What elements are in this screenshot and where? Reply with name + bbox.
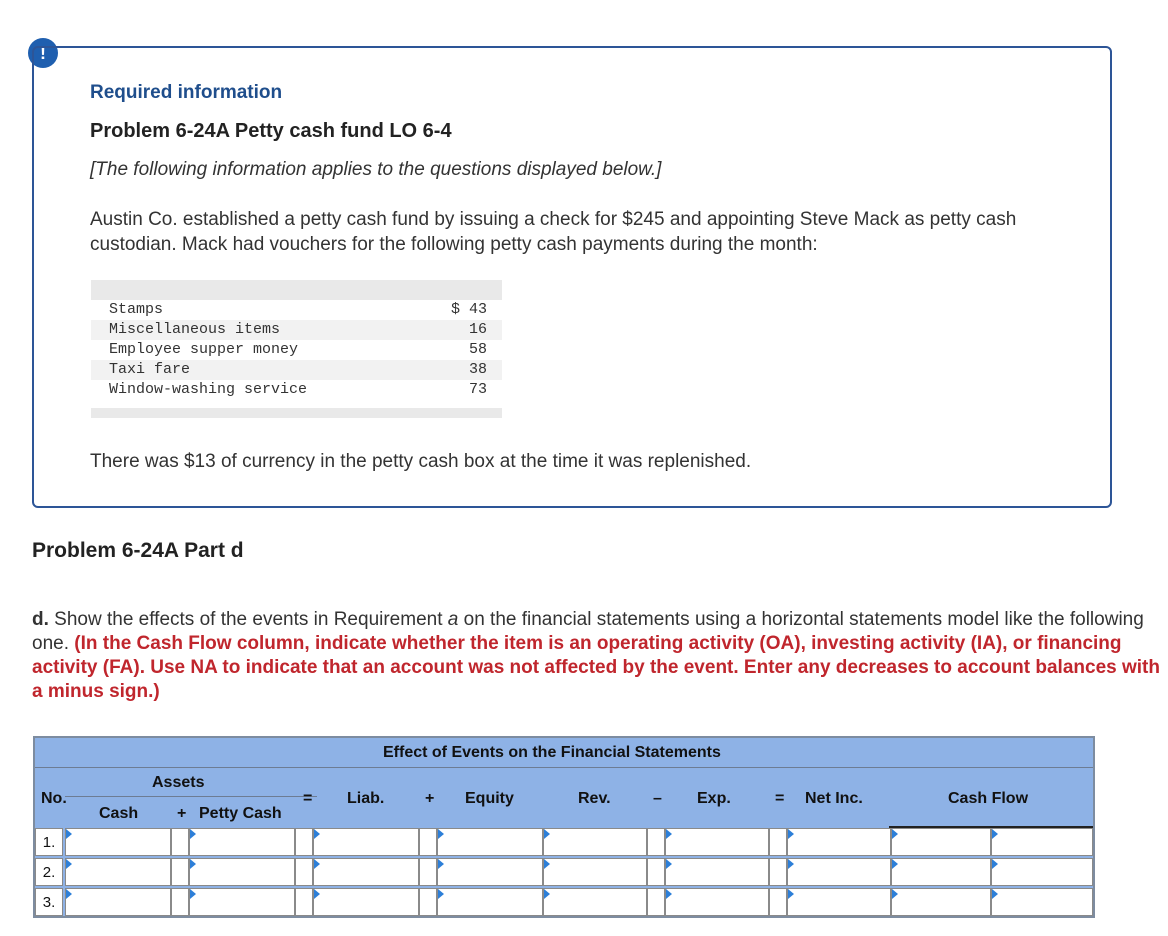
rev-input[interactable] — [543, 888, 647, 916]
instructions — [32, 608, 1162, 704]
table-title: Effect of Events on the Financial Statements — [383, 744, 721, 761]
rev-input[interactable] — [543, 858, 647, 886]
cash-flow-amount-input[interactable] — [891, 888, 991, 916]
instruction-body: Show the effects of the events in Requirement — [48, 609, 448, 630]
liab-input[interactable] — [313, 828, 419, 856]
petty-cash-input[interactable] — [189, 828, 295, 856]
exp-header: Exp. — [697, 790, 731, 807]
voucher-label: Window-washing service — [109, 381, 308, 398]
alert-icon: ! — [28, 38, 58, 68]
voucher-label: Taxi fare — [109, 361, 191, 378]
cash-input[interactable] — [65, 888, 171, 916]
instruction-lead: d. — [32, 609, 49, 630]
net-income-header: Net Inc. — [805, 790, 863, 807]
equals-sign: = — [775, 790, 785, 807]
liab-input[interactable] — [313, 858, 419, 886]
voucher-amount: 38 — [468, 361, 487, 378]
operator-cell — [769, 858, 787, 886]
operator-cell — [295, 828, 313, 856]
required-info-box — [32, 46, 1112, 508]
cash-flow-activity-input[interactable] — [991, 858, 1093, 886]
instruction-mid: on the financial statements using a horizontal statements model like the following one. — [32, 609, 1144, 654]
cash-input[interactable] — [65, 828, 171, 856]
operator-cell — [295, 858, 313, 886]
row-number: 1. — [35, 828, 63, 856]
voucher-row — [91, 380, 502, 400]
instruction-a: a — [447, 609, 459, 630]
equity-input[interactable] — [437, 828, 543, 856]
operator-cell — [647, 858, 665, 886]
assets-header: Assets — [152, 774, 205, 791]
operator-cell — [171, 828, 189, 856]
net-income-input[interactable] — [787, 888, 891, 916]
operator-cell — [769, 888, 787, 916]
equity-header: Equity — [465, 790, 514, 807]
voucher-row — [91, 340, 502, 360]
operator-cell — [647, 888, 665, 916]
voucher-amount: 16 — [468, 321, 487, 338]
plus-sign: + — [425, 790, 435, 807]
net-income-input[interactable] — [787, 858, 891, 886]
equals-sign: = — [303, 790, 313, 807]
net-income-input[interactable] — [787, 828, 891, 856]
operator-cell — [419, 888, 437, 916]
problem-title: Problem 6-24A Petty cash fund LO 6-4 — [90, 120, 452, 142]
voucher-row — [91, 300, 502, 320]
currency-note: There was $13 of currency in the petty cash box at the time it was replenished. — [90, 451, 752, 472]
exp-input[interactable] — [665, 828, 769, 856]
exp-input[interactable] — [665, 858, 769, 886]
applies-note: [The following information applies to the questions displayed below.] — [90, 159, 662, 180]
part-title: Problem 6-24A Part d — [32, 539, 244, 562]
petty-cash-header: Petty Cash — [199, 805, 282, 822]
cash-header: Cash — [99, 805, 139, 822]
operator-cell — [171, 888, 189, 916]
equity-input[interactable] — [437, 888, 543, 916]
voucher-label: Miscellaneous items — [109, 321, 281, 338]
cash-flow-activity-input[interactable] — [991, 888, 1093, 916]
statements-model-table — [33, 736, 1095, 918]
voucher-label: Employee supper money — [109, 341, 299, 358]
rev-input[interactable] — [543, 828, 647, 856]
instruction-red: (In the Cash Flow column, indicate whether the item is an operating activity (OA), investing activity (IA), or financing activity (FA). Use NA to indicate that an account was not affected by the event. Enter any decreases to account balances with a minus sign.) — [32, 633, 1160, 702]
petty-cash-input[interactable] — [189, 858, 295, 886]
cash-input[interactable] — [65, 858, 171, 886]
voucher-amount: 73 — [468, 381, 487, 398]
voucher-row — [91, 320, 502, 340]
liab-header: Liab. — [347, 790, 385, 807]
voucher-amount: 58 — [468, 341, 487, 358]
liab-input[interactable] — [313, 888, 419, 916]
exp-input[interactable] — [665, 888, 769, 916]
plus-sign: + — [177, 805, 187, 822]
rev-header: Rev. — [578, 790, 611, 807]
operator-cell — [295, 888, 313, 916]
no-header: No. — [41, 790, 67, 807]
voucher-table — [91, 280, 502, 418]
cash-flow-activity-input[interactable] — [991, 828, 1093, 856]
equity-input[interactable] — [437, 858, 543, 886]
operator-cell — [419, 858, 437, 886]
required-information-heading: Required information — [90, 82, 283, 103]
petty-cash-input[interactable] — [189, 888, 295, 916]
voucher-amount: $ 43 — [450, 301, 487, 318]
operator-cell — [769, 828, 787, 856]
cash-flow-amount-input[interactable] — [891, 828, 991, 856]
problem-description: Austin Co. established a petty cash fund by issuing a check for $245 and appointing Steve Mack as petty cash custodian. Mack had vouchers for the following petty cash payments during the month: — [90, 209, 1017, 255]
operator-cell — [647, 828, 665, 856]
row-number: 2. — [35, 858, 63, 886]
minus-sign: – — [653, 790, 662, 807]
operator-cell — [171, 858, 189, 886]
voucher-row — [91, 360, 502, 380]
operator-cell — [419, 828, 437, 856]
cash-flow-header: Cash Flow — [948, 790, 1029, 807]
voucher-label: Stamps — [109, 301, 164, 318]
cash-flow-amount-input[interactable] — [891, 858, 991, 886]
row-number: 3. — [35, 888, 63, 916]
